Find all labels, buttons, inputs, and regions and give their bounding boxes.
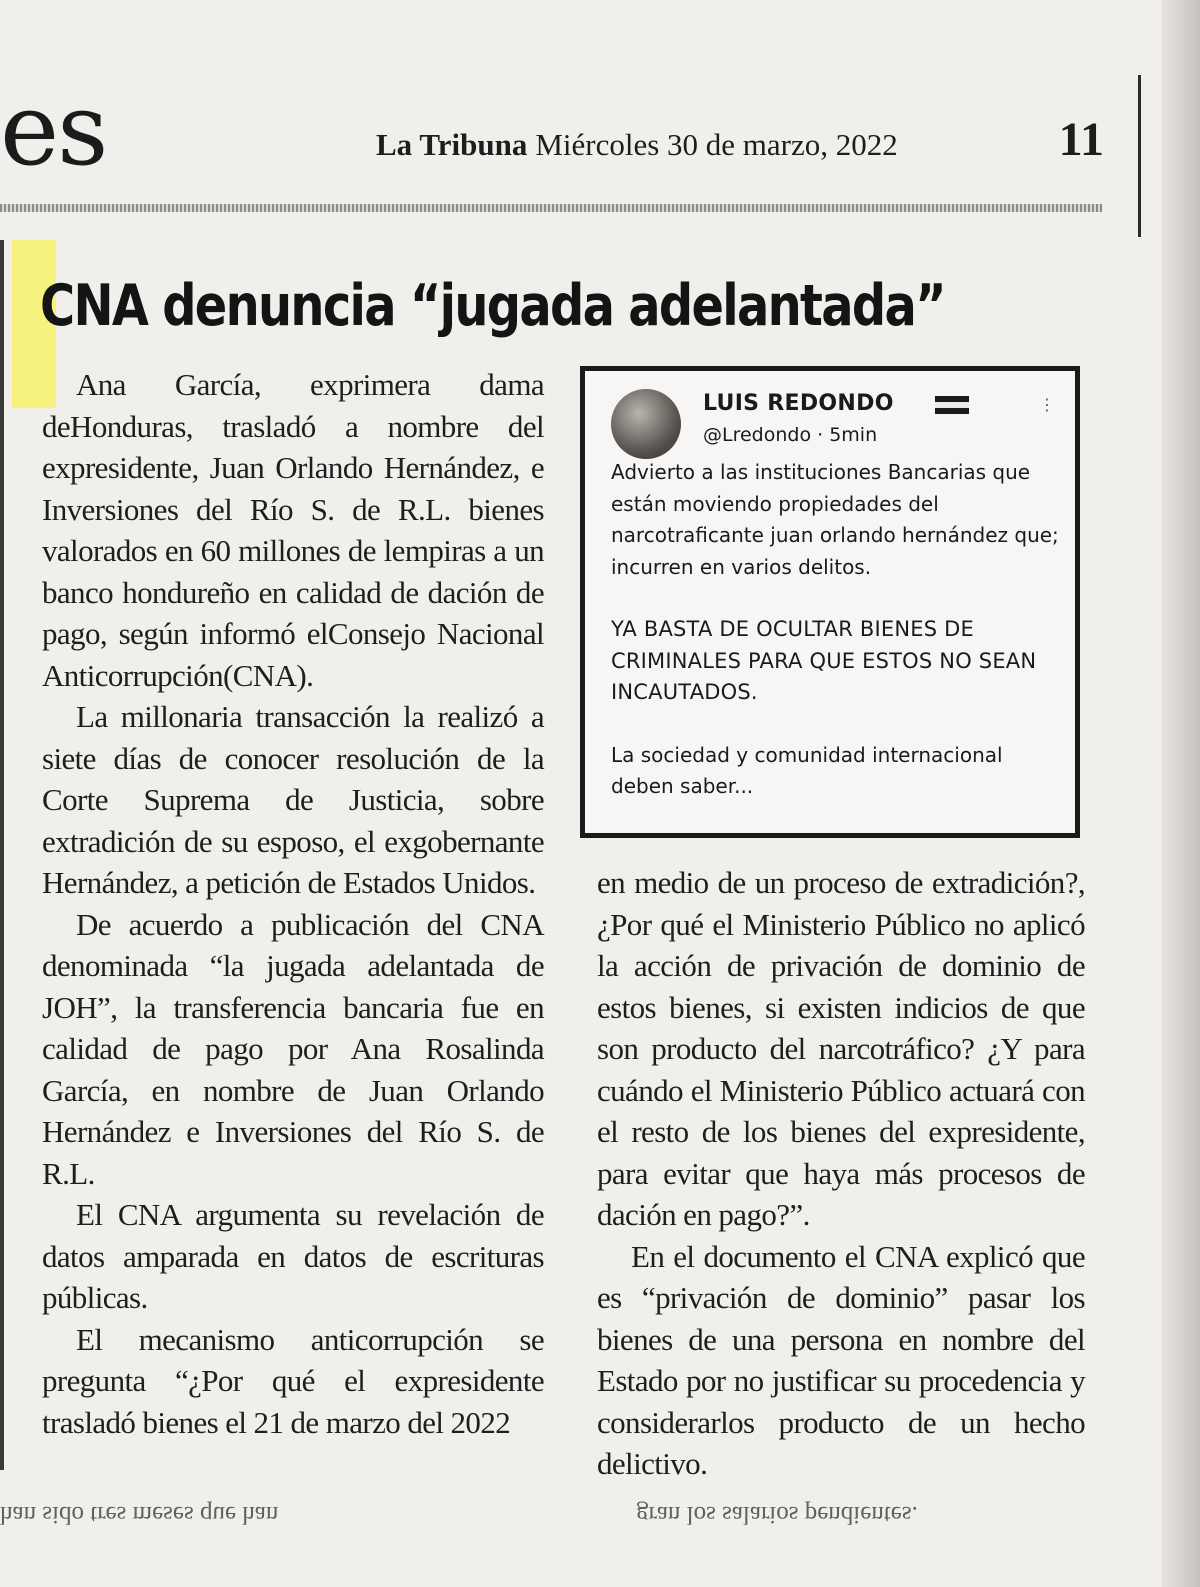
- paragraph: en medio de un proceso de extradición?, ¿Por qué el Ministerio Público no aplicó la acción de privación de dominio de estos bienes, si existen indicios de que son producto del narcotráfico? ¿Y para cuándo el Ministerio Público actuará con el resto de los bienes del expresidente, para evitar que haya más procesos de dación en pago?”.: [597, 865, 1085, 1232]
- paragraph: Ana García, exprimera dama deHonduras, trasladó a nombre del expresidente, Juan Orlando Hernández, e Inversiones del Río S. de R.L. bienes valorados en 60 millones de lempiras a un banco hondureño en calidad de dación de pago, según informó elConsejo Nacional Anticorrupción(CNA).: [42, 367, 544, 693]
- article-column-left: [42, 364, 544, 1443]
- flag-icon: [935, 396, 969, 414]
- article-column-right: [597, 862, 1085, 1485]
- page-edge: [1162, 0, 1200, 1587]
- paragraph: El mecanismo anticorrupción se pregunta “¿Por qué el expresidente trasladó bienes el 21 de marzo del 2022: [42, 1321, 544, 1440]
- paragraph: El CNA argumenta su revelación de datos amparada en datos de escrituras públicas.: [42, 1197, 544, 1315]
- section-title-fragment: es: [0, 71, 107, 188]
- headline: CNA denuncia “jugada adelantada”: [40, 273, 945, 339]
- masthead: [376, 112, 1104, 172]
- tweet-text: [611, 457, 1071, 834]
- page-number: 11: [1058, 113, 1104, 166]
- left-border: [0, 240, 4, 1470]
- tweet-embed: [580, 366, 1080, 838]
- more-icon: ⋮: [1039, 395, 1055, 414]
- header-rule: [0, 204, 1102, 212]
- paragraph: La millonaria transacción la realizó a siete días de conocer resolución de la Corte Suprema de Justicia, sobre extradición de su esposo, el exgobernante Hernández, a petición de Estados Unidos.: [42, 699, 544, 900]
- issue-date: Miércoles 30 de marzo, 2022: [535, 127, 898, 162]
- tweet-handle: @Lredondo · 5min: [703, 424, 878, 446]
- tweet-author-name: LUIS REDONDO: [703, 391, 894, 416]
- tweet-paragraph: La sociedad y comunidad internacional deben saber...: [611, 742, 1003, 798]
- column-divider: [1138, 75, 1141, 237]
- bleed-through-text: han sido tres meses que han: [0, 1501, 279, 1528]
- tweet-paragraph: Advierto a las instituciones Bancarias que están moviendo propiedades del narcotraficante juan orlando hernández que; incurren en varios delitos.: [611, 460, 1059, 579]
- paragraph: De acuerdo a publicación del CNA denominada “la jugada adelantada de JOH”, la transferencia bancaria fue en calidad de pago por Ana Rosalinda García, en nombre de Juan Orlando Hernández e Inversiones del Río S. de R.L.: [42, 906, 544, 1191]
- paragraph: En el documento el CNA explicó que es “privación de dominio” pasar los bienes de una persona en nombre del Estado por no justificar su procedencia y considerarlos producto de un hecho delictivo.: [597, 1238, 1085, 1481]
- tweet-paragraph: YA BASTA DE OCULTAR BIENES DE CRIMINALES PARA QUE ESTOS NO SEAN INCAUTADOS.: [611, 617, 1037, 704]
- bleed-through-text: gran los salarios pendientes.: [636, 1501, 918, 1528]
- paper-name: La Tribuna: [376, 127, 528, 162]
- avatar: [611, 389, 681, 459]
